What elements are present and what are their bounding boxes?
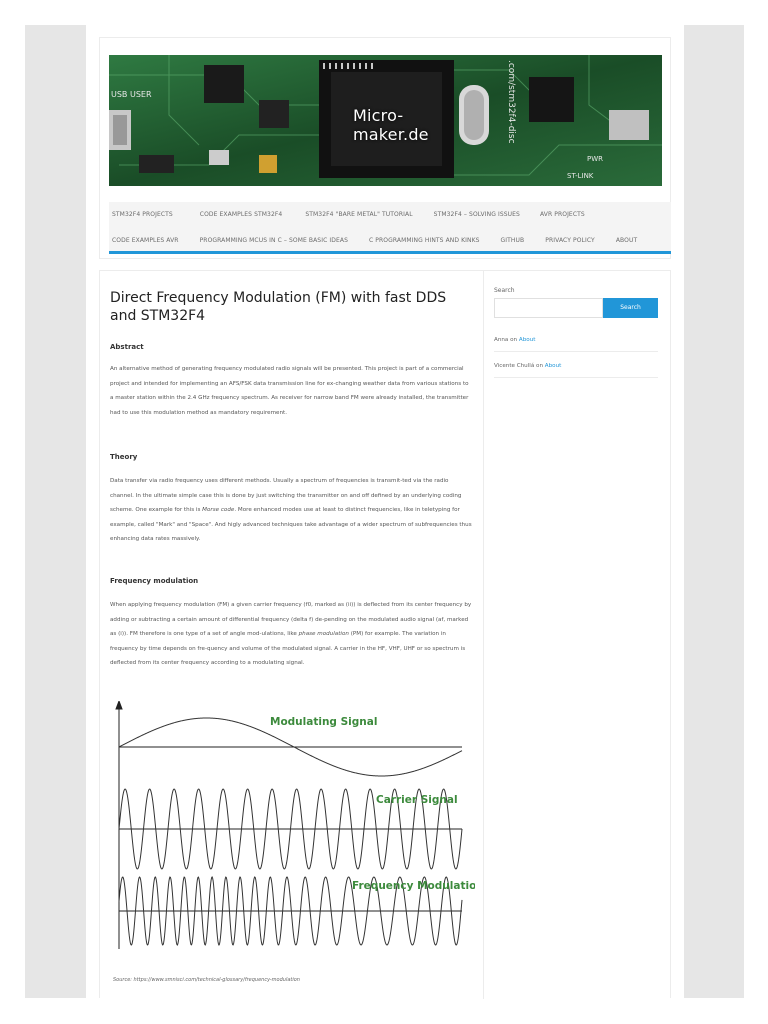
nav-item-privacy-policy[interactable]: PRIVACY POLICY bbox=[545, 237, 595, 244]
pcb-label-url: .com/stm32f4-disc bbox=[506, 60, 516, 144]
search-label: Search bbox=[494, 287, 515, 294]
page bbox=[86, 25, 684, 998]
pcb-label-pwr: PWR bbox=[587, 155, 604, 163]
nav-item-solving-issues[interactable]: STM32F4 – SOLVING ISSUES bbox=[433, 211, 520, 218]
right-gutter bbox=[684, 25, 744, 998]
fm-text-b: (PM) for example. The variation in frequency by time depends on fre-quency and volume of the modulated signal. A carrier in the HF, VHF, UHF or so spectrum is deflected from its center frequency according to a modulating signal. bbox=[110, 631, 466, 666]
comment-post-link[interactable]: About bbox=[518, 337, 536, 343]
content-area bbox=[99, 270, 671, 998]
theory-text-a: Data transfer via radio frequency uses different methods. Usually a spectrum of frequencies is transmit-ted via the radio channel. In the ultimate simple case this is done by just switching the transmitter on and off defined by an underlying coding scheme. One example for this is bbox=[110, 478, 462, 513]
fm-heading: Frequency modulation bbox=[110, 577, 199, 585]
theory-heading: Theory bbox=[110, 453, 138, 461]
recent-comment-1 bbox=[494, 337, 658, 352]
theory-text-b: . More enhanced modes use at least to distinct frequencies, like in teletyping for example, called "Mark" and "Space". And higly advanced techniques take advantage of a wider spectrum of subfrequencies thus enhancing data rates massively. bbox=[110, 507, 472, 542]
comment-on: on bbox=[534, 363, 545, 369]
theory-paragraph bbox=[110, 474, 472, 547]
nav-item-code-examples-avr[interactable]: CODE EXAMPLES AVR bbox=[112, 237, 179, 244]
pcb-label-stlink: ST-LINK bbox=[567, 172, 594, 180]
label-carrier-signal: Carrier Signal bbox=[376, 794, 458, 806]
nav-item-avr-projects[interactable]: AVR PROJECTS bbox=[539, 211, 585, 218]
nav-item-code-examples-stm32f4[interactable]: CODE EXAMPLES STM32F4 bbox=[199, 211, 283, 218]
fm-diagram bbox=[110, 701, 475, 951]
nav-item-github[interactable]: GITHUB bbox=[500, 237, 525, 244]
main-navigation bbox=[109, 202, 671, 254]
nav-item-c-programming-hints[interactable]: C PROGRAMMING HINTS AND KINKS bbox=[368, 237, 480, 244]
pcb-label-usb: USB USER bbox=[111, 90, 152, 99]
theory-text-em: Morse code bbox=[202, 507, 235, 513]
nav-item-stm32f4-projects[interactable]: STM32F4 PROJECTS bbox=[112, 211, 173, 218]
diagram-axis-arrow bbox=[116, 701, 122, 709]
comment-author[interactable]: Anna bbox=[494, 337, 509, 343]
abstract-heading: Abstract bbox=[110, 343, 144, 351]
site-logo-text bbox=[353, 106, 429, 144]
fm-diagram-figure bbox=[110, 701, 475, 951]
left-gutter bbox=[25, 25, 86, 998]
label-frequency-modulation: Frequency Modulation bbox=[352, 880, 475, 892]
nav-item-bare-metal-tutorial[interactable]: STM32F4 "BARE METAL" TUTORIAL bbox=[305, 211, 413, 218]
abstract-paragraph: An alternative method of generating frequency modulated radio signals will be presented. This project is part of a commercial project and intended for implementing an AFS/FSK data transmission line for ex-changing weather data from various stations to a master station within the 2.4 GHz frequency spectrum. As receiver for narrow band FM were already installed, the transmitter had to use this modulation method as mandatory requirement. bbox=[110, 366, 469, 416]
recent-comment-2 bbox=[494, 363, 658, 378]
figure-caption: Source: https://www.smnisci.com/technical-glossary/frequency-modulation bbox=[113, 977, 300, 983]
comment-on: on bbox=[508, 337, 519, 343]
fm-paragraph bbox=[110, 598, 472, 671]
search-input[interactable] bbox=[494, 298, 603, 318]
logo-line-2: maker.de bbox=[353, 125, 429, 144]
comment-author[interactable]: Vicente Chullá bbox=[494, 363, 535, 369]
comment-post-link[interactable]: About bbox=[544, 363, 562, 369]
fm-text-a: When applying frequency modulation (FM) a given carrier frequency (f0, marked as (ii)) is deflected from its center frequency by adding or subtracting a certain amount of differential frequency (delta f) de-pending on the modulated audio signal (af, marked as (i)). FM therefore is one type of a set of angle mod-ulations, like bbox=[110, 602, 472, 637]
nav-item-about[interactable]: ABOUT bbox=[615, 237, 638, 244]
label-modulating-signal: Modulating Signal bbox=[270, 716, 378, 728]
sidebar bbox=[483, 271, 672, 999]
nav-item-programming-mcus[interactable]: PROGRAMMING MCUS IN C – SOME BASIC IDEAS bbox=[199, 237, 348, 244]
fm-text-em: phase modulation bbox=[298, 631, 349, 637]
post-title[interactable]: Direct Frequency Modulation (FM) with fast DDS and STM32F4 bbox=[110, 290, 447, 324]
nav-row-2 bbox=[112, 237, 637, 244]
search-button[interactable]: Search bbox=[603, 298, 658, 318]
logo-line-1: Micro- bbox=[353, 106, 404, 125]
nav-row-1 bbox=[112, 211, 585, 218]
site-header bbox=[99, 37, 671, 259]
header-banner-image[interactable] bbox=[109, 55, 662, 186]
